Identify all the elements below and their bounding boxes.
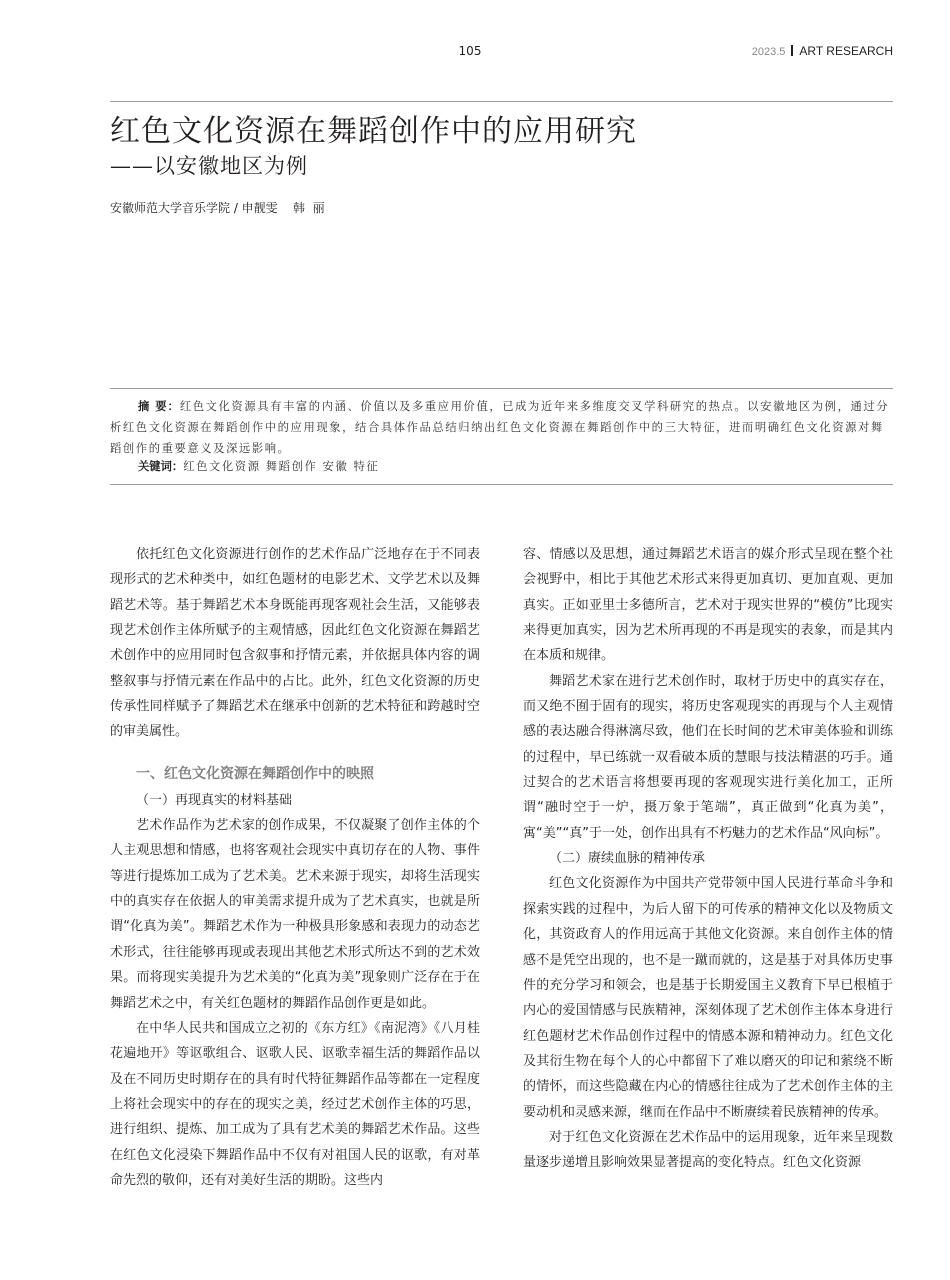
issue-number: 2023.5 [751, 46, 786, 58]
page-number: 105 [458, 44, 482, 58]
right-column [523, 542, 893, 1176]
body-paragraph: 舞蹈艺术家在进行艺术创作时，取材于历史中的真实存在，而又绝不囿于固有的现实，将历史客观现实的再现与个人主观情感的表达融合得淋漓尽致，他们在长时间的艺术审美体验和训练的过程中，早已练就一双看破本质的慧眼与技法精湛的巧手。通过契合的艺术语言将想要再现的客观现实进行美化加工，正所谓“融时空于一炉，摄万象于笔端”，真正做到“化真为美”，寓“美”“真”于一处，创作出具有不朽魅力的艺术作品“风向标”。 [523, 673, 893, 841]
header-rule [110, 101, 893, 102]
abstract [110, 396, 893, 459]
article-subtitle: ——以安徽地区为例 [110, 154, 308, 178]
keywords [138, 458, 379, 474]
abstract-bottom-rule [110, 484, 893, 485]
left-column [110, 542, 480, 1193]
subsection-heading: （一）再现真实的材料基础 [136, 792, 293, 808]
byline [110, 199, 325, 216]
affiliation-author: 安徽师范大学音乐学院 / 申靓雯 [110, 201, 278, 215]
article-title: 红色文化资源在舞蹈创作中的应用研究 [110, 114, 637, 149]
subsection-heading: （二）赓续血脉的精神传承 [549, 851, 706, 867]
intro-paragraph: 依托红色文化资源进行创作的艺术作品广泛地存在于不同表现形式的艺术种类中，如红色题材的电影艺术、文学艺术以及舞蹈艺术等。基于舞蹈艺术本身既能再现客观社会生活，又能够表现艺术创作主体所赋予的主观情感，因此红色文化资源在舞蹈艺术创作中的应用同时包含叙事和抒情元素，并依据具体内容的调整叙事与抒情元素在作品中的占比。此外，红色文化资源的历史传承性同样赋予了舞蹈艺术在继承中创新的艺术特征和跨越时空的审美属性。 [110, 547, 480, 740]
running-head-divider [791, 45, 793, 56]
abstract-label: 摘 要： [138, 400, 180, 413]
body-paragraph-continued: 容、情感以及思想，通过舞蹈艺术语言的媒介形式呈现在整个社会视野中，相比于其他艺术形式来得更加真切、更加直观、更加真实。正如亚里士多德所言，艺术对于现实世界的“模仿”比现实来得更加真实，因为艺术所再现的不再是现实的表象，而是其内在本质和规律。 [523, 547, 893, 664]
running-head [752, 44, 893, 58]
abstract-text: 红色文化资源具有丰富的内涵、价值以及多重应用价值，已成为近年来多维度交叉学科研究的热点。以安徽地区为例，通过分析红色文化资源在舞蹈创作中的应用现象，结合具体作品总结归纳出红色文化资源在舞蹈创作中的三大特征，进而明确红色文化资源对舞蹈创作的重要意义及深远影响。 [110, 400, 890, 455]
abstract-top-rule [110, 388, 893, 389]
keywords-text: 红色文化资源 舞蹈创作 安徽 特征 [183, 460, 380, 473]
body-paragraph: 艺术作品作为艺术家的创作成果，不仅凝聚了创作主体的个人主观思想和情感，也将客观社会现实中真切存在的人物、事件等进行提炼加工成为了艺术美。艺术来源于现实，却将生活现实中的真实存在依据人的审美需求提升成为了艺术真实，也就是所谓“化真为美”。舞蹈艺术作为一种极具形象感和表现力的动态艺术形式，往往能够再现或表现出其他艺术形式所达不到的艺术效果。而将现实美提升为艺术美的“化真为美”现象则广泛存在于在舞蹈艺术之中，有关红色题材的舞蹈作品创作更是如此。 [110, 818, 480, 1011]
coauthor: 韩 丽 [292, 201, 325, 215]
keywords-label: 关键词： [138, 460, 184, 473]
body-paragraph: 红色文化资源作为中国共产党带领中国人民进行革命斗争和探索实践的过程中，为后人留下的可传承的精神文化以及物质文化，其资政育人的作用远高于其他文化资源。来自创作主体的情感不是凭空出现的，也不是一蹴而就的，这是基于对具体历史事件的充分学习和领会，也是基于长期爱国主义教育下早已根植于内心的爱国情感与民族精神，深刻体现了艺术创作主体本身进行红色题材艺术作品创作过程中的情感本源和精神动力。红色文化及其衍生物在每个人的心中都留下了难以磨灭的印记和萦绕不断的情怀，而这些隐藏在内心的情感往往成为了艺术创作主体的主要动机和灵感来源，继而在作品中不断赓续着民族精神的传承。 [523, 876, 893, 1120]
body-paragraph: 在中华人民共和国成立之初的《东方红》《南泥湾》《八月桂花遍地开》等讴歌组合、讴歌人民、讴歌幸福生活的舞蹈作品以及在不同历史时期存在的具有时代特征舞蹈作品等都在一定程度上将社会现实中的存在的现实之美，经过艺术创作主体的巧思，进行组织、提炼、加工成为了具有艺术美的舞蹈艺术作品。这些在红色文化浸染下舞蹈作品中不仅有对祖国人民的讴歌，有对革命先烈的敬仰，还有对美好生活的期盼。这些内 [110, 1020, 480, 1188]
body-paragraph: 对于红色文化资源在艺术作品中的运用现象，近年来呈现数量逐步递增且影响效果显著提高的变化特点。红色文化资源 [523, 1129, 893, 1171]
section-heading: 一、红色文化资源在舞蹈创作中的映照 [136, 765, 374, 782]
journal-name: ART RESEARCH [799, 44, 893, 58]
